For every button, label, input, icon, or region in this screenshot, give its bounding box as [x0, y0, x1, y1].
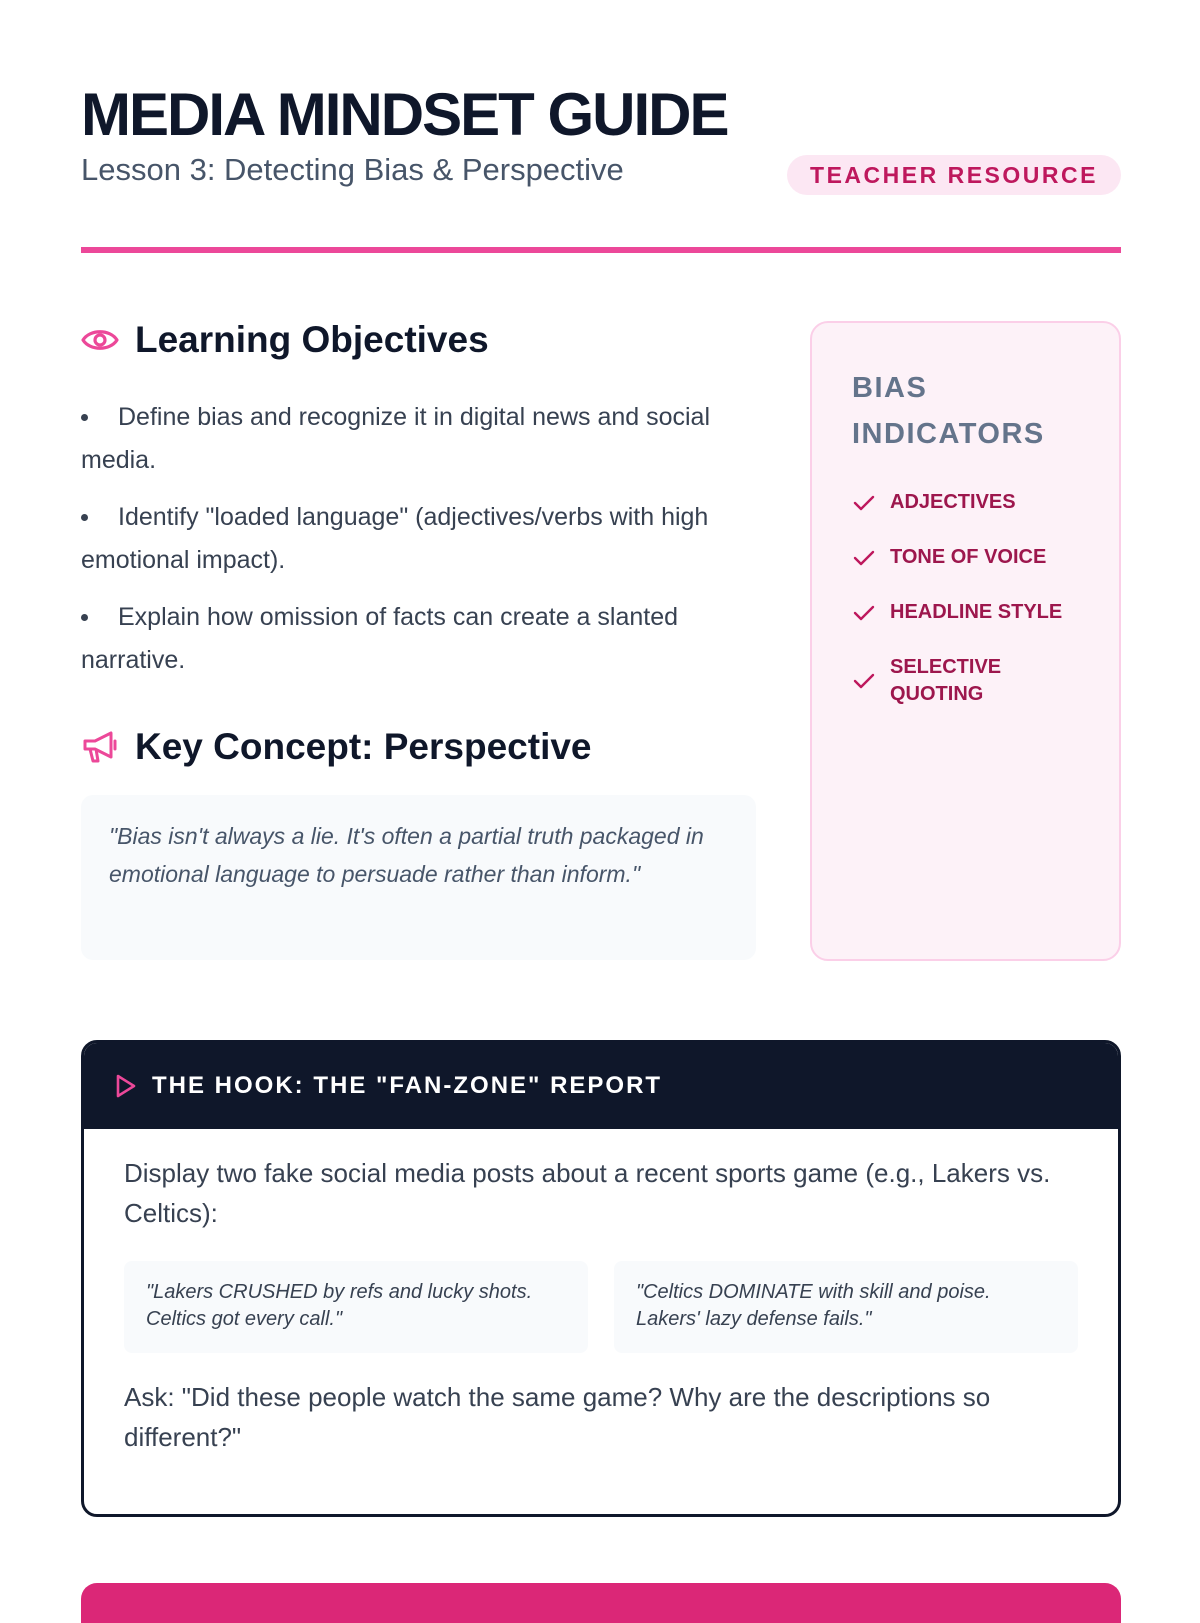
- hook-card-body: [84, 1129, 1118, 1457]
- megaphone-icon: [81, 728, 119, 766]
- check-icon: [852, 669, 876, 693]
- header-divider: [81, 247, 1121, 253]
- bias-indicators-panel: [810, 321, 1121, 961]
- check-icon: [852, 546, 876, 570]
- lesson-subtitle: Lesson 3: Detecting Bias & Perspective: [81, 152, 624, 187]
- play-icon: [112, 1073, 138, 1099]
- sample-post-text: "Celtics DOMINATE with skill and poise. Lakers' lazy defense fails.": [636, 1281, 991, 1330]
- page-title: MEDIA MINDSET GUIDE: [81, 81, 728, 148]
- indicator-label: ADJECTIVES: [890, 491, 1016, 513]
- indicator-item: [852, 599, 1079, 626]
- hook-card-header: [84, 1043, 1118, 1129]
- list-item: Explain how omission of facts can create a slanted narrative.: [81, 596, 761, 682]
- hook-heading: THE HOOK: THE "FAN-ZONE" REPORT: [152, 1072, 663, 1099]
- eye-icon: [81, 321, 119, 359]
- teacher-resource-badge: TEACHER RESOURCE: [787, 155, 1121, 195]
- sample-post-text: "Lakers CRUSHED by refs and lucky shots. Celtics got every call.": [146, 1281, 533, 1330]
- concept-heading-row: [81, 723, 592, 771]
- indicator-item: [852, 654, 1042, 708]
- bias-indicators-heading: BIAS INDICATORS: [852, 372, 1045, 450]
- list-item: Identify "loaded language" (adjectives/verbs with high emotional impact).: [81, 496, 761, 582]
- objectives-heading: Learning Objectives: [135, 319, 489, 360]
- concept-quote: "Bias isn't always a lie. It's often a partial truth packaged in emotional language to persuade rather than inform.": [109, 823, 704, 887]
- sample-post: [614, 1261, 1078, 1353]
- sample-posts: [124, 1261, 1078, 1353]
- concept-heading: Key Concept: Perspective: [135, 726, 592, 767]
- indicator-label: HEADLINE STYLE: [890, 601, 1063, 623]
- hook-intro: Display two fake social media posts about a recent sports game (e.g., Lakers vs. Celtics):: [124, 1158, 1051, 1228]
- next-section-header: [81, 1583, 1121, 1623]
- check-icon: [852, 601, 876, 625]
- indicator-label: SELECTIVE QUOTING: [890, 656, 1002, 705]
- hook-card: [81, 1040, 1121, 1517]
- concept-quote-box: [81, 795, 756, 960]
- objectives-heading-row: [81, 316, 489, 364]
- indicator-item: [852, 544, 1079, 571]
- hook-question: Ask: "Did these people watch the same game? Why are the descriptions so different?": [124, 1382, 991, 1452]
- objectives-list: [81, 396, 761, 696]
- sample-post: [124, 1261, 588, 1353]
- list-item: Define bias and recognize it in digital news and social media.: [81, 396, 761, 482]
- indicator-item: [852, 489, 1079, 516]
- indicator-label: TONE OF VOICE: [890, 546, 1047, 568]
- check-icon: [852, 491, 876, 515]
